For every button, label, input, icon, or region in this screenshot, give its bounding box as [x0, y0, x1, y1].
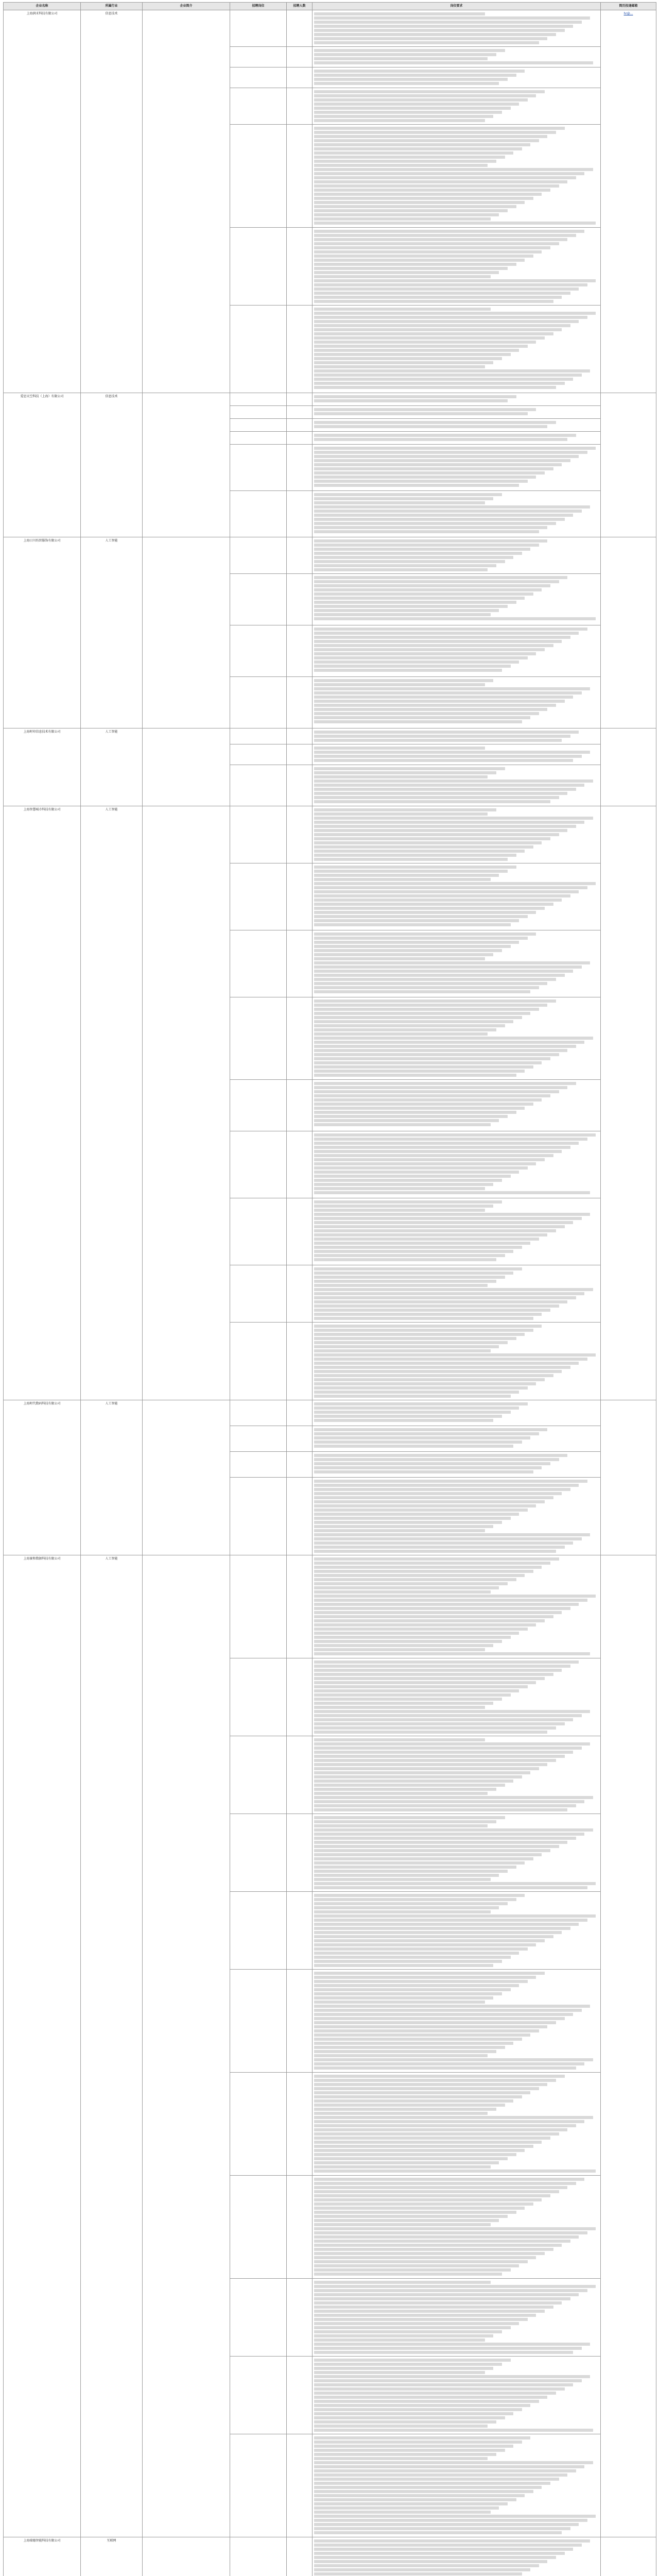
job-count — [287, 677, 313, 728]
job-requirements — [313, 125, 601, 228]
job-count — [287, 491, 313, 537]
job-title — [230, 744, 287, 765]
job-count — [287, 10, 313, 47]
job-requirements — [313, 228, 601, 306]
company-intro — [143, 10, 230, 393]
requirements-text-lines — [314, 1267, 599, 1320]
job-title — [230, 765, 287, 806]
resume-email[interactable] — [601, 2537, 656, 2576]
requirements-text-lines — [314, 230, 599, 303]
requirements-text-lines — [314, 767, 599, 803]
company-name: 上海日川纺织服饰有限公司 — [4, 537, 81, 728]
job-requirements — [313, 2176, 601, 2279]
job-requirements — [313, 625, 601, 677]
job-title — [230, 47, 287, 67]
job-count — [287, 1426, 313, 1452]
requirements-text-lines — [314, 395, 599, 402]
job-requirements — [313, 806, 601, 863]
job-count — [287, 997, 313, 1080]
job-title — [230, 2073, 287, 2176]
requirements-text-lines — [314, 2359, 599, 2432]
requirements-text-lines — [314, 1816, 599, 1889]
company-name: 上海润禾科技有限公司 — [4, 10, 81, 393]
job-requirements — [313, 432, 601, 445]
job-requirements — [313, 997, 601, 1080]
job-requirements — [313, 930, 601, 997]
job-count — [287, 1198, 313, 1265]
job-title — [230, 406, 287, 419]
job-title — [230, 997, 287, 1080]
job-count — [287, 1131, 313, 1198]
job-requirements — [313, 406, 601, 419]
job-count — [287, 47, 313, 67]
table-row — [4, 393, 656, 406]
requirements-text-lines — [314, 421, 599, 428]
job-title — [230, 125, 287, 228]
table-row — [4, 537, 656, 574]
job-requirements — [313, 1198, 601, 1265]
job-requirements — [313, 744, 601, 765]
job-title — [230, 2357, 287, 2434]
job-requirements — [313, 2073, 601, 2176]
job-count — [287, 744, 313, 765]
requirements-text-lines — [314, 1200, 599, 1261]
job-title — [230, 1323, 287, 1400]
job-count — [287, 537, 313, 574]
job-title — [230, 1736, 287, 1814]
requirements-text-lines — [314, 747, 599, 762]
requirements-text-lines — [314, 493, 599, 533]
job-requirements — [313, 88, 601, 125]
job-requirements — [313, 1080, 601, 1131]
recruitment-table — [3, 2, 656, 2576]
job-requirements — [313, 445, 601, 491]
job-count — [287, 419, 313, 432]
job-count — [287, 67, 313, 88]
requirements-text-lines — [314, 70, 599, 85]
requirements-text-lines — [314, 2539, 599, 2576]
company-intro — [143, 728, 230, 806]
job-title — [230, 67, 287, 88]
job-count — [287, 1658, 313, 1736]
job-title — [230, 1452, 287, 1478]
job-count — [287, 1400, 313, 1426]
job-title — [230, 806, 287, 863]
job-title — [230, 228, 287, 306]
job-requirements — [313, 1265, 601, 1323]
requirements-text-lines — [314, 679, 599, 723]
job-requirements — [313, 306, 601, 393]
job-count — [287, 1736, 313, 1814]
job-title — [230, 1478, 287, 1555]
job-count — [287, 2434, 313, 2537]
job-title — [230, 1814, 287, 1892]
job-title — [230, 2279, 287, 2357]
job-requirements — [313, 2279, 601, 2357]
job-title — [230, 10, 287, 47]
col-header-count: 招聘人数 — [287, 3, 313, 10]
job-requirements — [313, 537, 601, 574]
requirements-text-lines — [314, 2075, 599, 2173]
job-count — [287, 228, 313, 306]
col-header-requirements: 岗位要求 — [313, 3, 601, 10]
job-count — [287, 625, 313, 677]
job-requirements — [313, 1323, 601, 1400]
job-requirements — [313, 1452, 601, 1478]
company-name: 上海时印信息技术有限公司 — [4, 728, 81, 806]
company-intro — [143, 806, 230, 1400]
job-requirements — [313, 574, 601, 625]
resume-email[interactable] — [601, 1400, 656, 1555]
job-count — [287, 930, 313, 997]
job-requirements — [313, 67, 601, 88]
job-count — [287, 1892, 313, 1970]
requirements-text-lines — [314, 2178, 599, 2276]
job-requirements — [313, 393, 601, 406]
job-count — [287, 125, 313, 228]
company-industry: 人工智能 — [81, 728, 143, 806]
requirements-text-lines — [314, 539, 599, 571]
job-count — [287, 2279, 313, 2357]
job-title — [230, 1658, 287, 1736]
requirements-text-lines — [314, 1972, 599, 2070]
requirements-text-lines — [314, 1480, 599, 1553]
job-title — [230, 393, 287, 406]
requirements-text-lines — [314, 12, 599, 44]
job-count — [287, 728, 313, 744]
job-title — [230, 1131, 287, 1198]
table-row — [4, 1555, 656, 1658]
requirements-text-lines — [314, 447, 599, 487]
job-requirements — [313, 728, 601, 744]
requirements-text-lines — [314, 1428, 599, 1448]
job-title — [230, 419, 287, 432]
job-count — [287, 1080, 313, 1131]
company-industry: 人工智能 — [81, 806, 143, 1400]
job-requirements — [313, 1970, 601, 2073]
resume-email[interactable] — [601, 728, 656, 806]
job-title — [230, 1198, 287, 1265]
job-title — [230, 930, 287, 997]
requirements-text-lines — [314, 90, 599, 122]
job-requirements — [313, 1658, 601, 1736]
requirements-text-lines — [314, 408, 599, 415]
table-body — [4, 10, 656, 2576]
job-requirements — [313, 1736, 601, 1814]
requirements-text-lines — [314, 808, 599, 861]
job-count — [287, 393, 313, 406]
requirements-text-lines — [314, 999, 599, 1077]
job-count — [287, 432, 313, 445]
job-count — [287, 1452, 313, 1478]
col-header-company: 企业名称 — [4, 3, 81, 10]
requirements-text-lines — [314, 628, 599, 672]
company-name: 上海瑞德智能科技有限公司 — [4, 2537, 81, 2576]
job-title — [230, 1265, 287, 1323]
job-requirements — [313, 1426, 601, 1452]
company-intro — [143, 537, 230, 728]
header-row — [4, 3, 656, 10]
col-header-email: 简历投递邮箱 — [601, 3, 656, 10]
job-requirements — [313, 863, 601, 930]
table-row — [4, 806, 656, 863]
requirements-text-lines — [314, 866, 599, 926]
job-count — [287, 2073, 313, 2176]
job-count — [287, 806, 313, 863]
job-title — [230, 1555, 287, 1658]
company-intro — [143, 1400, 230, 1555]
company-intro — [143, 393, 230, 537]
resume-email[interactable] — [601, 10, 656, 393]
company-industry: 信息技术 — [81, 10, 143, 393]
job-count — [287, 406, 313, 419]
job-count — [287, 1265, 313, 1323]
job-title — [230, 88, 287, 125]
requirements-text-lines — [314, 2281, 599, 2354]
requirements-text-lines — [314, 933, 599, 993]
job-title — [230, 2176, 287, 2279]
job-requirements — [313, 491, 601, 537]
job-count — [287, 1555, 313, 1658]
requirements-text-lines — [314, 1325, 599, 1398]
table-row — [4, 728, 656, 744]
job-requirements — [313, 47, 601, 67]
table-row — [4, 2537, 656, 2576]
job-count — [287, 2537, 313, 2576]
job-title — [230, 1080, 287, 1131]
job-count — [287, 88, 313, 125]
company-name: 上海智慧城市科技有限公司 — [4, 806, 81, 1400]
job-requirements — [313, 2537, 601, 2576]
requirements-text-lines — [314, 2436, 599, 2534]
requirements-text-lines — [314, 1454, 599, 1473]
job-title — [230, 574, 287, 625]
job-title — [230, 728, 287, 744]
company-intro — [143, 1555, 230, 2537]
job-count — [287, 1814, 313, 1892]
company-name: 上海赛和数据科技有限公司 — [4, 1555, 81, 2537]
job-count — [287, 863, 313, 930]
table-row — [4, 1400, 656, 1426]
requirements-text-lines — [314, 1082, 599, 1126]
job-title — [230, 677, 287, 728]
job-requirements — [313, 1892, 601, 1970]
requirements-text-lines — [314, 1660, 599, 1734]
requirements-text-lines — [314, 1894, 599, 1967]
company-industry: 人工智能 — [81, 537, 143, 728]
company-name: 爱思天空科技（上海）有限公司 — [4, 393, 81, 537]
job-count — [287, 2176, 313, 2279]
job-requirements — [313, 1478, 601, 1555]
requirements-text-lines — [314, 1402, 599, 1422]
job-count — [287, 765, 313, 806]
resume-email-link[interactable]: hr@... — [623, 12, 633, 15]
job-title — [230, 1400, 287, 1426]
job-title — [230, 1892, 287, 1970]
job-requirements — [313, 419, 601, 432]
job-title — [230, 2537, 287, 2576]
job-count — [287, 574, 313, 625]
requirements-text-lines — [314, 731, 599, 742]
job-requirements — [313, 1131, 601, 1198]
job-requirements — [313, 10, 601, 47]
company-industry: 人工智能 — [81, 1555, 143, 2537]
requirements-text-lines — [314, 308, 599, 389]
job-title — [230, 537, 287, 574]
job-requirements — [313, 765, 601, 806]
company-industry: 信息技术 — [81, 393, 143, 537]
job-title — [230, 863, 287, 930]
job-requirements — [313, 1814, 601, 1892]
col-header-job: 招聘岗位 — [230, 3, 287, 10]
resume-email[interactable] — [601, 1555, 656, 2537]
job-count — [287, 2357, 313, 2434]
job-count — [287, 1323, 313, 1400]
company-industry: 人工智能 — [81, 1400, 143, 1555]
requirements-text-lines — [314, 576, 599, 620]
col-header-intro: 企业简介 — [143, 3, 230, 10]
resume-email[interactable] — [601, 806, 656, 1400]
col-header-industry: 所属行业 — [81, 3, 143, 10]
table-row — [4, 10, 656, 47]
job-title — [230, 491, 287, 537]
job-title — [230, 1426, 287, 1452]
company-intro — [143, 2537, 230, 2576]
requirements-text-lines — [314, 434, 599, 441]
requirements-text-lines — [314, 1133, 599, 1194]
job-title — [230, 445, 287, 491]
job-title — [230, 625, 287, 677]
requirements-text-lines — [314, 49, 599, 64]
job-count — [287, 306, 313, 393]
job-requirements — [313, 677, 601, 728]
resume-email[interactable] — [601, 537, 656, 728]
job-count — [287, 445, 313, 491]
requirements-text-lines — [314, 1738, 599, 1811]
job-title — [230, 432, 287, 445]
job-title — [230, 1970, 287, 2073]
job-requirements — [313, 2434, 601, 2537]
requirements-text-lines — [314, 1557, 599, 1655]
resume-email[interactable] — [601, 393, 656, 537]
job-title — [230, 2434, 287, 2537]
job-title — [230, 306, 287, 393]
job-requirements — [313, 2357, 601, 2434]
job-requirements — [313, 1400, 601, 1426]
company-name: 上海时代数码科技有限公司 — [4, 1400, 81, 1555]
company-industry: 互联网 — [81, 2537, 143, 2576]
job-requirements — [313, 1555, 601, 1658]
requirements-text-lines — [314, 127, 599, 225]
job-count — [287, 1970, 313, 2073]
job-count — [287, 1478, 313, 1555]
